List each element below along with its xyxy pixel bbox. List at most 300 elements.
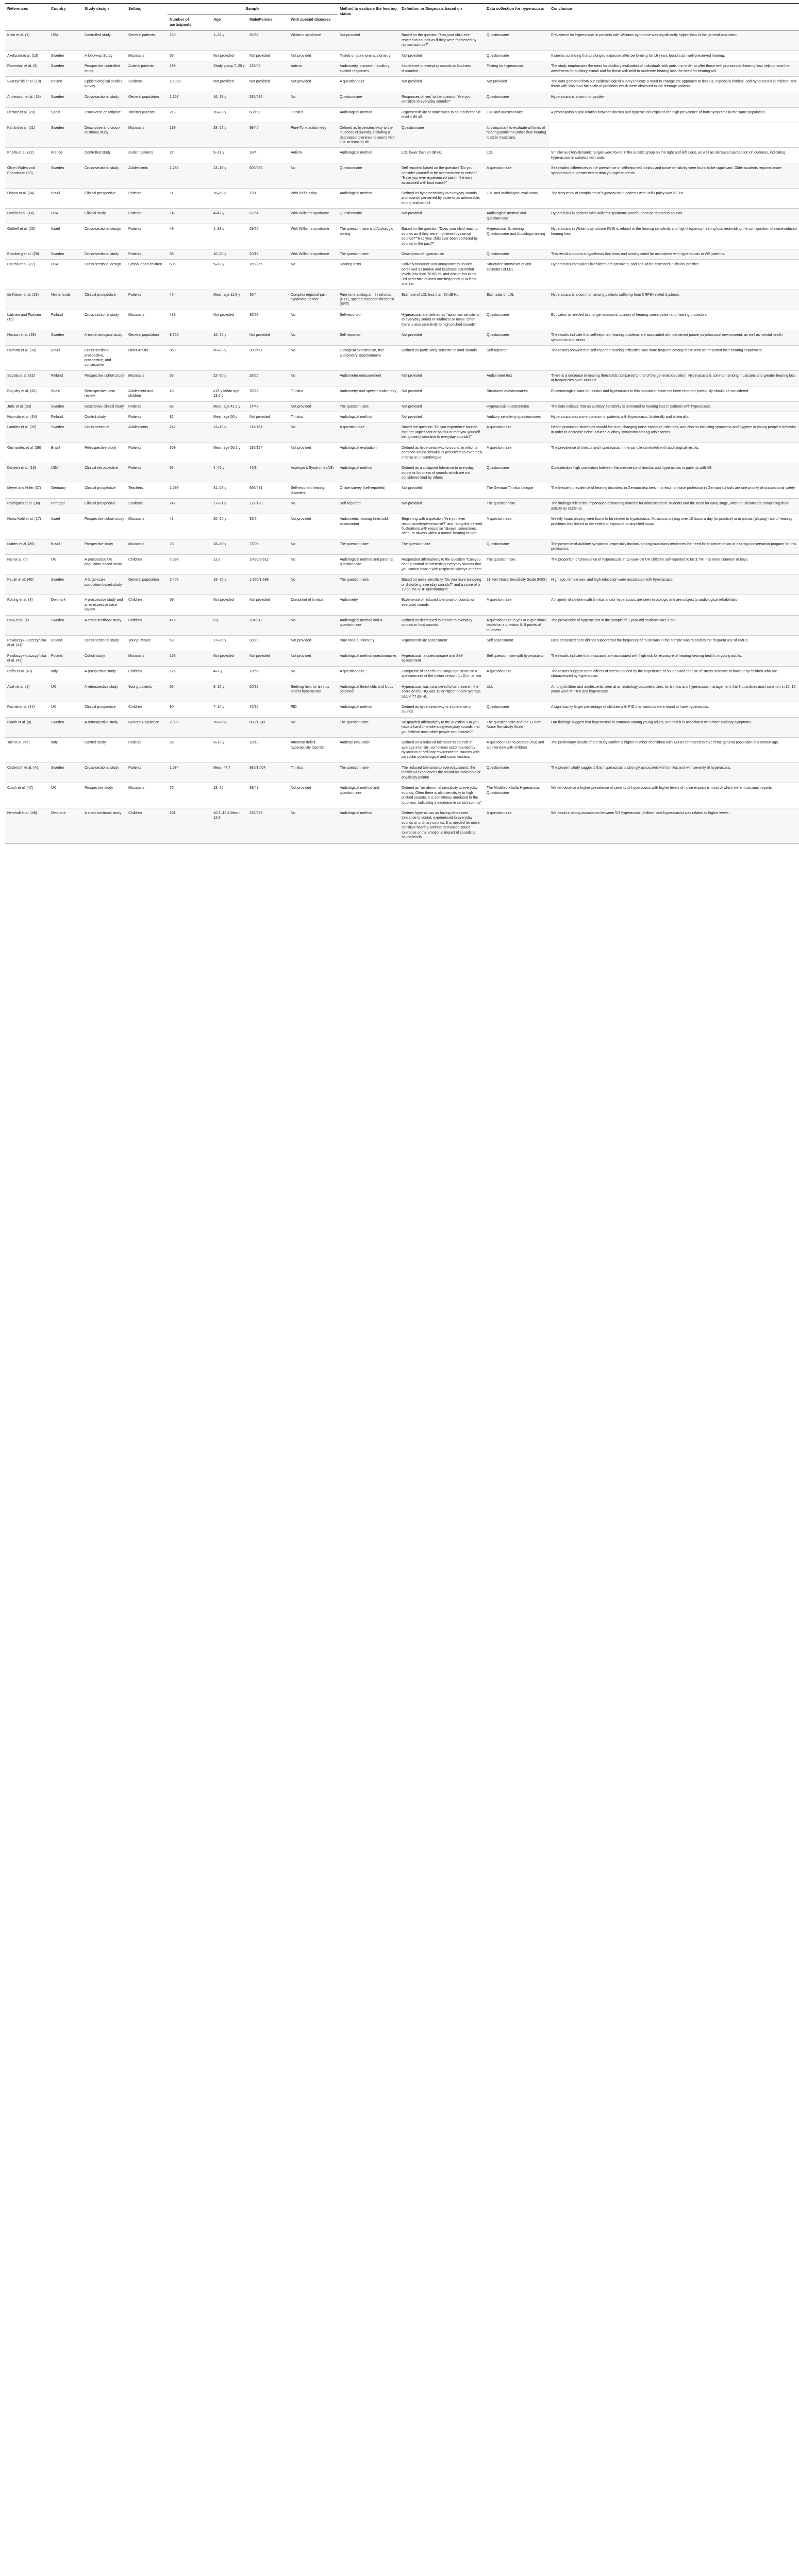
col-header-special-diseases: With special diseases (289, 14, 338, 30)
cell-method: Pure-tone audiometry (340, 639, 375, 642)
cell-method: The questionnaire (338, 762, 400, 783)
cell-method: A questionnaire (338, 422, 400, 443)
cell-method: Self-reported (340, 313, 361, 317)
cell-conclusion: Hyperacusis was more common in patients with hyperacusis, bilaterally and bilaterally. (551, 415, 689, 419)
table-row (5, 762, 799, 783)
cell-setting: Patients (126, 463, 168, 483)
cell-definition: Not provided (402, 415, 422, 419)
table-row (5, 92, 799, 107)
cell-special-diseases: Tinnitus (291, 110, 304, 114)
cell-data-collection: It is important to evaluate all kinds of hearing problems (other than hearing loss) in musicians. (485, 123, 549, 148)
table-row (5, 422, 799, 443)
cell-age: 18–75 y (211, 717, 247, 737)
cell-country: Sweden (49, 163, 82, 189)
cell-setting: Adolescent and children (128, 389, 154, 398)
cell-setting: Older Adults (128, 349, 148, 353)
cell-definition: Defined as hypersensitivity or intolerance of sounds (402, 705, 472, 714)
cell-definition: Composite of speech and language: score on a questionnaire of the Italian version (LLD) in an ear (402, 669, 482, 679)
cell-setting: Musicians (126, 539, 168, 554)
cell-setting: Patients (126, 290, 168, 310)
cell-definition: Hypersensitivity or intolerance to sound threshold level < 90 dB (402, 110, 480, 120)
cell-data-collection: A questionnaire (485, 422, 549, 443)
cell-definition: Defined as hypersensitivity to everyday sounds and sounds perceived by patients as unbearable, strong and painful (402, 192, 480, 205)
cell-conclusion: The prevalence of tinnitus and hyperacusis in the sample correlated with audiological results. (551, 446, 700, 450)
cell-age: ≥18 y Mean age 13.6 y (213, 389, 240, 398)
cell-special-diseases: Autism (289, 61, 338, 77)
cell-sex: 65/65 (247, 30, 289, 50)
table-row (5, 123, 799, 148)
cell-data-collection: Self assessment (487, 639, 513, 642)
cell-special-diseases: No (289, 575, 338, 595)
cell-definition: Not provided (402, 389, 422, 393)
cell-data-collection: Not provided (487, 80, 507, 83)
cell-country: UK (51, 557, 56, 562)
table-row (5, 636, 799, 651)
cell-special-diseases: Seeking help for tinnitus and/or hyperacusis (289, 682, 338, 702)
cell-data-collection: Questionnaire (487, 313, 509, 317)
cell-conclusion: The frequent prevalence of hearing disorders in German teachers in a result of noise protection in German schools are one priority of occupational safety. (551, 486, 796, 490)
cell-study-design: Cross-sectional study (82, 762, 126, 783)
cell-age: Study group 7–20 y (211, 61, 247, 77)
cell-definition: Responded affirmatively to the question "Do you have a hard time tolerating everyday sounds that you believe most other people can tolerate?" (400, 717, 485, 737)
cell-data-collection: Questionnaire (485, 330, 549, 346)
cell-reference: Hannula et al. (34) (7, 415, 37, 419)
cell-country: Sweden (49, 330, 82, 346)
cell-conclusion: Sex related differences in the prevalence of self-reported tinnitus and noise sensitivity were found to be significant. Older students reported more symptoms to a greater extent than younger students. (549, 163, 799, 189)
cell-setting: Children (126, 615, 168, 635)
cell-special-diseases: Not provided (291, 54, 311, 58)
cell-age: 16–60 y (213, 192, 226, 195)
cell-sex: Not provided (249, 598, 270, 602)
cell-conclusion: The frequency of complaints of hyperacusis in patients with Bell's palsy was 27.3%. (551, 192, 685, 195)
cell-definition: Beginning with a question "Are you ever responsive/hypersensitive?" and rating the defined fluctuations with response "always, sometimes, often, or always within a normal hearing range" (402, 517, 482, 536)
cell-special-diseases: No (289, 422, 338, 443)
cell-sex: 29/20 (249, 227, 259, 231)
cell-country: USA (49, 463, 82, 483)
cell-study-design: A prospective UK population-based study (85, 557, 122, 567)
cell-age: 4–47 y (211, 209, 247, 224)
cell-definition: Not provided (402, 80, 422, 83)
table-row (5, 50, 799, 61)
cell-setting: Students (126, 499, 168, 514)
cell-participants: 130 (168, 30, 211, 50)
cell-sex: 236/275 (247, 808, 289, 843)
cell-reference: Danesh et al. (16) (5, 463, 49, 483)
cell-definition: Defined as decreased tolerance to everyday sounds or loud sounds (400, 615, 485, 635)
cell-data-collection: The Modified Khalfa Hyperacusis Questionnaire (487, 786, 540, 795)
cell-method: Not provided (338, 30, 400, 50)
cell-study-design: Descriptive clinical study (82, 401, 126, 412)
cell-participants: 7,097 (170, 557, 179, 562)
cell-study-design: Descriptive and cross-sectional study (82, 123, 126, 148)
cell-country: Netherlands (49, 290, 82, 310)
cell-special-diseases: Not provided (291, 786, 311, 790)
cell-study-design: Prospective study (85, 786, 113, 790)
cell-special-diseases: With Williams syndrome (289, 209, 338, 224)
cell-method: Audiological method (340, 110, 373, 114)
cell-study-design: Cross-sectional design (85, 227, 121, 231)
cell-conclusion: A significantly larger percentage of children with PID than controls were found to have hyperacusis. (551, 705, 709, 709)
cell-method: The questionnaire (338, 575, 400, 595)
cell-participants: 75 (170, 786, 174, 790)
cell-definition: Hyperacusis are defined as "abnormal sensitivity to everyday sound or loudness or noise. Often there is also sensitivity to high pitched sounds" (402, 313, 479, 327)
cell-reference: Kähärit et al. (21) (5, 123, 49, 148)
col-header-references: References (5, 4, 49, 30)
table-row (5, 463, 799, 483)
cell-method: Questionnaire (338, 92, 400, 107)
cell-method: Audiological method questionnaires (338, 651, 400, 666)
cell-reference: Axelsson et al. (13) (7, 54, 38, 58)
cell-definition: Defined as hypersensitivity to sound, in which a common sound stimulus is perceived as extremely intense or uncomfortable (402, 446, 482, 460)
cell-reference: de Klaver et al. (28) (5, 290, 49, 310)
table-row (5, 575, 799, 595)
cell-study-design: Cross-sectional study (82, 92, 126, 107)
cell-method: A questionnaire (340, 80, 365, 83)
cell-participants: 22 (170, 151, 174, 155)
cell-special-diseases: Tinnitus (289, 762, 338, 783)
cell-study-design: Controlled study (85, 151, 111, 155)
cell-method: Audiological method and questionnaire (340, 786, 379, 795)
cell-country: Italy (51, 669, 58, 673)
table-row (5, 61, 799, 77)
cell-conclusion: It seems surprising that prolonged exposure after performing for 16 years found such well-preserved hearing. (551, 54, 725, 58)
cell-sex: 265/256 (249, 263, 263, 267)
cell-method: Audiological method (340, 192, 373, 195)
cell-age: 1–29 y (211, 30, 247, 50)
cell-age: 10–50 y (211, 249, 247, 259)
cell-country: Sweden (49, 61, 82, 77)
cell-reference: Luders et al. (39) (5, 539, 49, 554)
cell-conclusion: The results indicate that musicians are associated with high risk for exposure of hearing hearing health, in young adults. (549, 651, 799, 666)
cell-reference: Nemholt et al. (48) (5, 808, 49, 843)
cell-data-collection: Structured interviews of and estimates of LDL (487, 263, 531, 272)
cell-participants: 168 (168, 651, 211, 666)
cell-definition: Questionnaire (400, 123, 485, 148)
cell-sex: Not provided (247, 651, 289, 666)
cell-age: 31–69 y (213, 486, 226, 490)
cell-country: Poland (51, 639, 62, 642)
cell-sex: 45/35 (249, 705, 259, 709)
cell-special-diseases: Not provided (291, 639, 311, 642)
cell-participants: 213 (170, 110, 176, 114)
cell-reference: Rosing et al. (3) (7, 598, 33, 602)
cell-data-collection: Questionnaire (485, 762, 549, 783)
table-row (5, 346, 799, 371)
cell-participants: 242 (168, 422, 211, 443)
cell-reference: Hasson et al. (29) (5, 330, 49, 346)
cell-study-design: Cross sectional study (85, 313, 119, 317)
col-header-definition: Definition or Diagnosis based on (400, 4, 485, 30)
cell-study-design: Transverse descriptive (85, 110, 121, 114)
cell-method: Questionnaire (338, 163, 400, 189)
cell-reference: Rashid et al. (44) (7, 705, 35, 709)
cell-setting: Musicians (126, 370, 168, 386)
cell-participants: 55 (168, 682, 211, 702)
cell-method: The questionnaire (338, 539, 400, 554)
cell-participants: 242 (168, 499, 211, 514)
cell-study-design: Controlled study (82, 30, 126, 50)
cell-method: A questionnaire (340, 669, 365, 673)
cell-participants: 309 (170, 446, 176, 450)
cell-data-collection: Testing for hyperacusis (485, 61, 549, 77)
col-header-sex: Male/Female (247, 14, 289, 30)
cell-definition: Not provided (400, 370, 485, 386)
cell-reference: Gothelf et al. (25) (7, 227, 36, 231)
cell-country: Brazil (49, 539, 82, 554)
cell-conclusion: Health promotion strategies should focus on changing noise exposure, attitudes, and also on including symptoms and hygiene in young people's behavior in order to decrease noise induced auditory symptoms among adolescents. (549, 422, 799, 443)
cell-study-design: Prospective cohort study (82, 370, 126, 386)
cell-age: 16–79 y (211, 92, 247, 107)
cell-data-collection: The questionnaire (487, 557, 516, 562)
cell-setting: Young People (128, 639, 151, 642)
cell-special-diseases: No (289, 163, 338, 189)
cell-age: Mean age 41.2 y (211, 401, 247, 412)
cell-study-design: Clinical prospective (85, 192, 116, 195)
cell-reference: Fioulh et al. (9) (5, 717, 49, 737)
cell-study-design: A prospective study and a retrospective case review (85, 598, 123, 612)
cell-definition: Defined as a collapsed tolerance to everyday, sound or loudness of sounds which are not considered loud by others (400, 463, 485, 483)
cell-special-diseases: Autism (291, 151, 302, 155)
table-row (5, 330, 799, 346)
col-header-study-design: Study design (82, 4, 126, 30)
cell-conclusion: Epidemiological data for tinnitus and hyperacusis in this population have not been reported previously should be considered. (551, 389, 750, 393)
cell-method: Audiological method (338, 808, 400, 843)
cell-participants: 1,084 (168, 762, 211, 783)
cell-participants: 416 (168, 615, 211, 635)
table-row (5, 483, 799, 499)
cell-method: Self-reported (338, 499, 400, 514)
table-row (5, 738, 799, 763)
cell-country: Israel (51, 227, 60, 231)
cell-definition: Defined as particularly sensitive to loud sounds (402, 349, 477, 353)
cell-conclusion: Hyperacusis in patients with Williams syndrome was found to be related to sounds. (549, 209, 799, 224)
cell-participants: 53 (168, 370, 211, 386)
cell-setting: Musicians (126, 651, 168, 666)
cell-definition: The questionnaire (400, 539, 485, 554)
cell-definition: Estimate of LDL less than 90 dB HL (400, 290, 485, 310)
col-header-country: Country (49, 4, 82, 30)
cell-special-diseases: No (291, 669, 295, 673)
cell-method: Auditory evaluation (340, 741, 371, 745)
cell-reference: Olsen Widén and Erlandsson (23) (5, 163, 49, 189)
cell-setting: Patients (128, 446, 142, 450)
cell-special-diseases: Complex regional pain syndrome patient (289, 290, 338, 310)
cell-age: 20–88 y (213, 110, 226, 114)
cell-participants: 9,756 (168, 330, 211, 346)
cell-country: UK (49, 682, 82, 702)
cell-definition: Defined as "an abnormal sensitivity to everyday sounds; Often there is also sensitivity to high pitched sounds; It is sometimes unrelated to the loudness, indicating a decrease in certain sounds" (402, 786, 482, 805)
table-row (5, 30, 799, 50)
cell-participants: 1,099 (170, 486, 179, 490)
col-header-method: Method to evaluate the hearing status (338, 4, 400, 30)
cell-participants: 1,167 (168, 92, 211, 107)
cell-special-diseases: Attention deficit hyperactivity disorder (291, 741, 325, 750)
table-row (5, 148, 799, 163)
cell-study-design: A retrospective study (82, 717, 126, 737)
cell-setting: Teachers (128, 486, 143, 490)
cell-setting: Musicians (128, 517, 145, 521)
cell-special-diseases: Self-reported hearing disorders (291, 486, 325, 495)
cell-sex: 23/10 (249, 741, 259, 745)
cell-conclusion: Hyperacusis is a common problem. (549, 92, 799, 107)
cell-reference: Khalfa et al. (22) (7, 151, 34, 155)
cell-study-design: Cross sectional study (85, 639, 119, 642)
cell-age: 5–12 y (213, 263, 225, 267)
cell-country: Sweden (49, 123, 82, 148)
table-header-row (5, 4, 799, 14)
cell-data-collection: LDL (487, 151, 493, 155)
cell-method: Questionnaire (338, 209, 400, 224)
cell-reference: Skarzynski et al. (18) (7, 80, 41, 83)
cell-sex: 70/56 (249, 669, 259, 673)
cell-country: Sweden (49, 717, 82, 737)
cell-age: 9–13 y (213, 741, 225, 745)
cell-definition: Experience of reduced tolerance of sounds or everyday sounds (402, 598, 475, 607)
cell-definition: Not provided (402, 486, 422, 490)
cell-special-diseases: Not provided (291, 80, 311, 83)
cell-special-diseases: Pure-Tone audiometry (289, 123, 338, 148)
cell-method: Audiological method (340, 415, 373, 419)
cell-data-collection: A questionnaire (485, 808, 549, 843)
cell-reference: Levitin et al. (14) (5, 209, 49, 224)
table-row (5, 783, 799, 808)
cell-participants: 11 (170, 192, 174, 195)
cell-sex: 38/43 (249, 786, 259, 790)
cell-country: Portugal (49, 499, 82, 514)
cell-study-design: Clinical prospective (82, 290, 126, 310)
cell-method: Hearing tests (340, 263, 361, 267)
cell-special-diseases: With Bell's palsy (291, 192, 317, 195)
studies-table (5, 3, 799, 843)
cell-data-collection: A questionnaire (487, 598, 512, 602)
cell-reference: Juris et al. (33) (5, 401, 49, 412)
table-row (5, 224, 799, 249)
cell-age: Mean age 50 y (213, 415, 238, 419)
cell-method: Audiological evaluation (340, 446, 377, 450)
cell-sex: 73/05 (247, 539, 289, 554)
cell-participants: 59 (170, 598, 174, 602)
cell-special-diseases: No (289, 92, 338, 107)
cell-age: 9 y (211, 615, 247, 635)
table-row (5, 651, 799, 666)
cell-study-design: A large-scale population-based study (82, 575, 126, 595)
cell-setting: Autistic patients (126, 61, 168, 77)
table-row (5, 401, 799, 412)
cell-sex: 18/4 (249, 151, 257, 155)
cell-participants: 41 (170, 517, 174, 521)
cell-sex: Not provided (247, 330, 289, 346)
cell-sex: 14/48 (247, 401, 289, 412)
table-row (5, 163, 799, 189)
cell-setting: General population (126, 575, 168, 595)
cell-special-diseases: No (291, 313, 295, 317)
cell-conclusion: The presence of auditory symptoms, especially tinnitus, among musicians reinforces the need for implementation of hearing conservation program for this profession. (549, 539, 799, 554)
cell-age: 17–26 y (213, 639, 226, 642)
cell-participants: 501 (168, 808, 211, 843)
cell-conclusion: A physiopathological relation between tinnitus and hyperacusis explains the high prevalence of both symptoms in the same population. (551, 110, 766, 114)
table-row (5, 499, 799, 514)
cell-setting: Students (128, 80, 143, 83)
cell-conclusion: The data indicate that an auditory sensitivity is unrelated to hearing loss in patients with hyperacusis. (549, 401, 799, 412)
cell-study-design: A cross sectional study (82, 615, 126, 635)
cell-special-diseases: Williams syndrome (289, 30, 338, 50)
cell-data-collection: Questionnaire (485, 92, 549, 107)
cell-country: Sweden (49, 615, 82, 635)
cell-age: 4–7 y (213, 669, 223, 673)
cell-participants: 78 (168, 539, 211, 554)
cell-study-design: Prospective controlled study (82, 61, 126, 77)
cell-participants: 33 (170, 741, 174, 745)
cell-age: Mean age 11.8 y (211, 290, 247, 310)
cell-age: 16–75 y (211, 330, 247, 346)
cell-reference: Hall et al. (5) (7, 557, 28, 562)
cell-setting: Musicians (126, 123, 168, 148)
cell-definition: Based on noise sensitivity "Do you have annoying or disturbing everyday sounds?" and a score of ≥ 19 on the GÜF questionnaire (400, 575, 485, 595)
cell-study-design: A retrospective study (82, 682, 126, 702)
cell-reference: Raaj et al. (4) (5, 615, 49, 635)
cell-data-collection: A questionnaire: 5 yes or 6 questions, based on a question 8–9 points of loudness (485, 615, 549, 635)
cell-special-diseases: No (291, 349, 295, 353)
cell-method: Audiological method (340, 151, 373, 155)
cell-method: The questionnaire (338, 249, 400, 259)
table-row (5, 260, 799, 290)
cell-reference: Laitinen and Poulsen (15) (7, 313, 41, 322)
cell-age: 8–16 y (211, 682, 247, 702)
cell-special-diseases: No (289, 330, 338, 346)
cell-definition: Not provided (400, 330, 485, 346)
table-row (5, 702, 799, 717)
cell-age: Not provided (213, 54, 234, 58)
cell-definition: Description of hyperacusis (400, 249, 485, 259)
cell-data-collection: LDL and audiological evaluation (487, 192, 538, 195)
cell-definition: Hyperacusis was considered to be present if the score on the HQ was 19 or higher and/or average ULL < 77 dB HL (400, 682, 485, 702)
cell-definition: Defines hyperacusis as having decreased tolerance to sound, experienced in everyday sounds or ordinary sounds. It is needed for noise sensitive hearing and the decreased sound tolerance or the emotional impact of sounds at sound levels (400, 808, 485, 843)
cell-sex: 99/40 (247, 123, 289, 148)
cell-study-design: Retrospective study (85, 446, 116, 450)
cell-conclusion: Our findings suggest that hyperacusis is common among young adults, and that it is associated with other auditory symptoms. (549, 717, 799, 737)
cell-country: France (51, 151, 62, 155)
cell-special-diseases: Not provided (289, 401, 338, 412)
cell-sex: Not provided (249, 415, 270, 419)
cell-special-diseases: No (289, 615, 338, 635)
cell-sex: 30/29 (249, 639, 259, 642)
cell-special-diseases: With Williams syndrome (289, 249, 338, 259)
cell-participants: 48 (170, 389, 174, 393)
cell-method: Self reported (338, 330, 400, 346)
cell-sex: 20/35 (247, 682, 289, 702)
table-row (5, 370, 799, 386)
cell-reference: Harinda et al. (30) (7, 349, 37, 353)
cell-conclusion: The prevalence of hyperacusis in the sample of 9-year-old students was 3.2%. (549, 615, 799, 635)
cell-sex: 86/67 (249, 313, 259, 317)
table-row (5, 443, 799, 463)
cell-data-collection: A questionnaire (487, 669, 512, 673)
cell-sex: 7/11 (249, 192, 257, 195)
cell-data-collection: A questionnaire (487, 517, 512, 521)
cell-participants: 118 (168, 209, 211, 224)
cell-sex: 122/120 (247, 499, 289, 514)
cell-definition: Not provided (402, 54, 422, 58)
cell-reference: Meyer and Hiller (37) (7, 486, 41, 490)
cell-reference: Tolli et al. (45) (7, 741, 30, 745)
cell-participants: 199 (168, 61, 211, 77)
cell-method: Audiological method and a questionnaire (338, 615, 400, 635)
cell-data-collection: Self questionnaire with hyperacusis (485, 651, 549, 666)
cell-setting: Autism patients (128, 151, 153, 155)
cell-conclusion: Among children and adolescents seen at an audiology outpatient clinic for tinnitus and hyperacusis management, the 3 quantities most common in 15–10 years were tinnitus and hyperacusis. (549, 682, 799, 702)
cell-conclusion: Hyperacusis complaints in children are prevalent, and should be assessed in clinical practice. (551, 263, 700, 267)
cell-data-collection: A questionnaire (485, 163, 549, 189)
